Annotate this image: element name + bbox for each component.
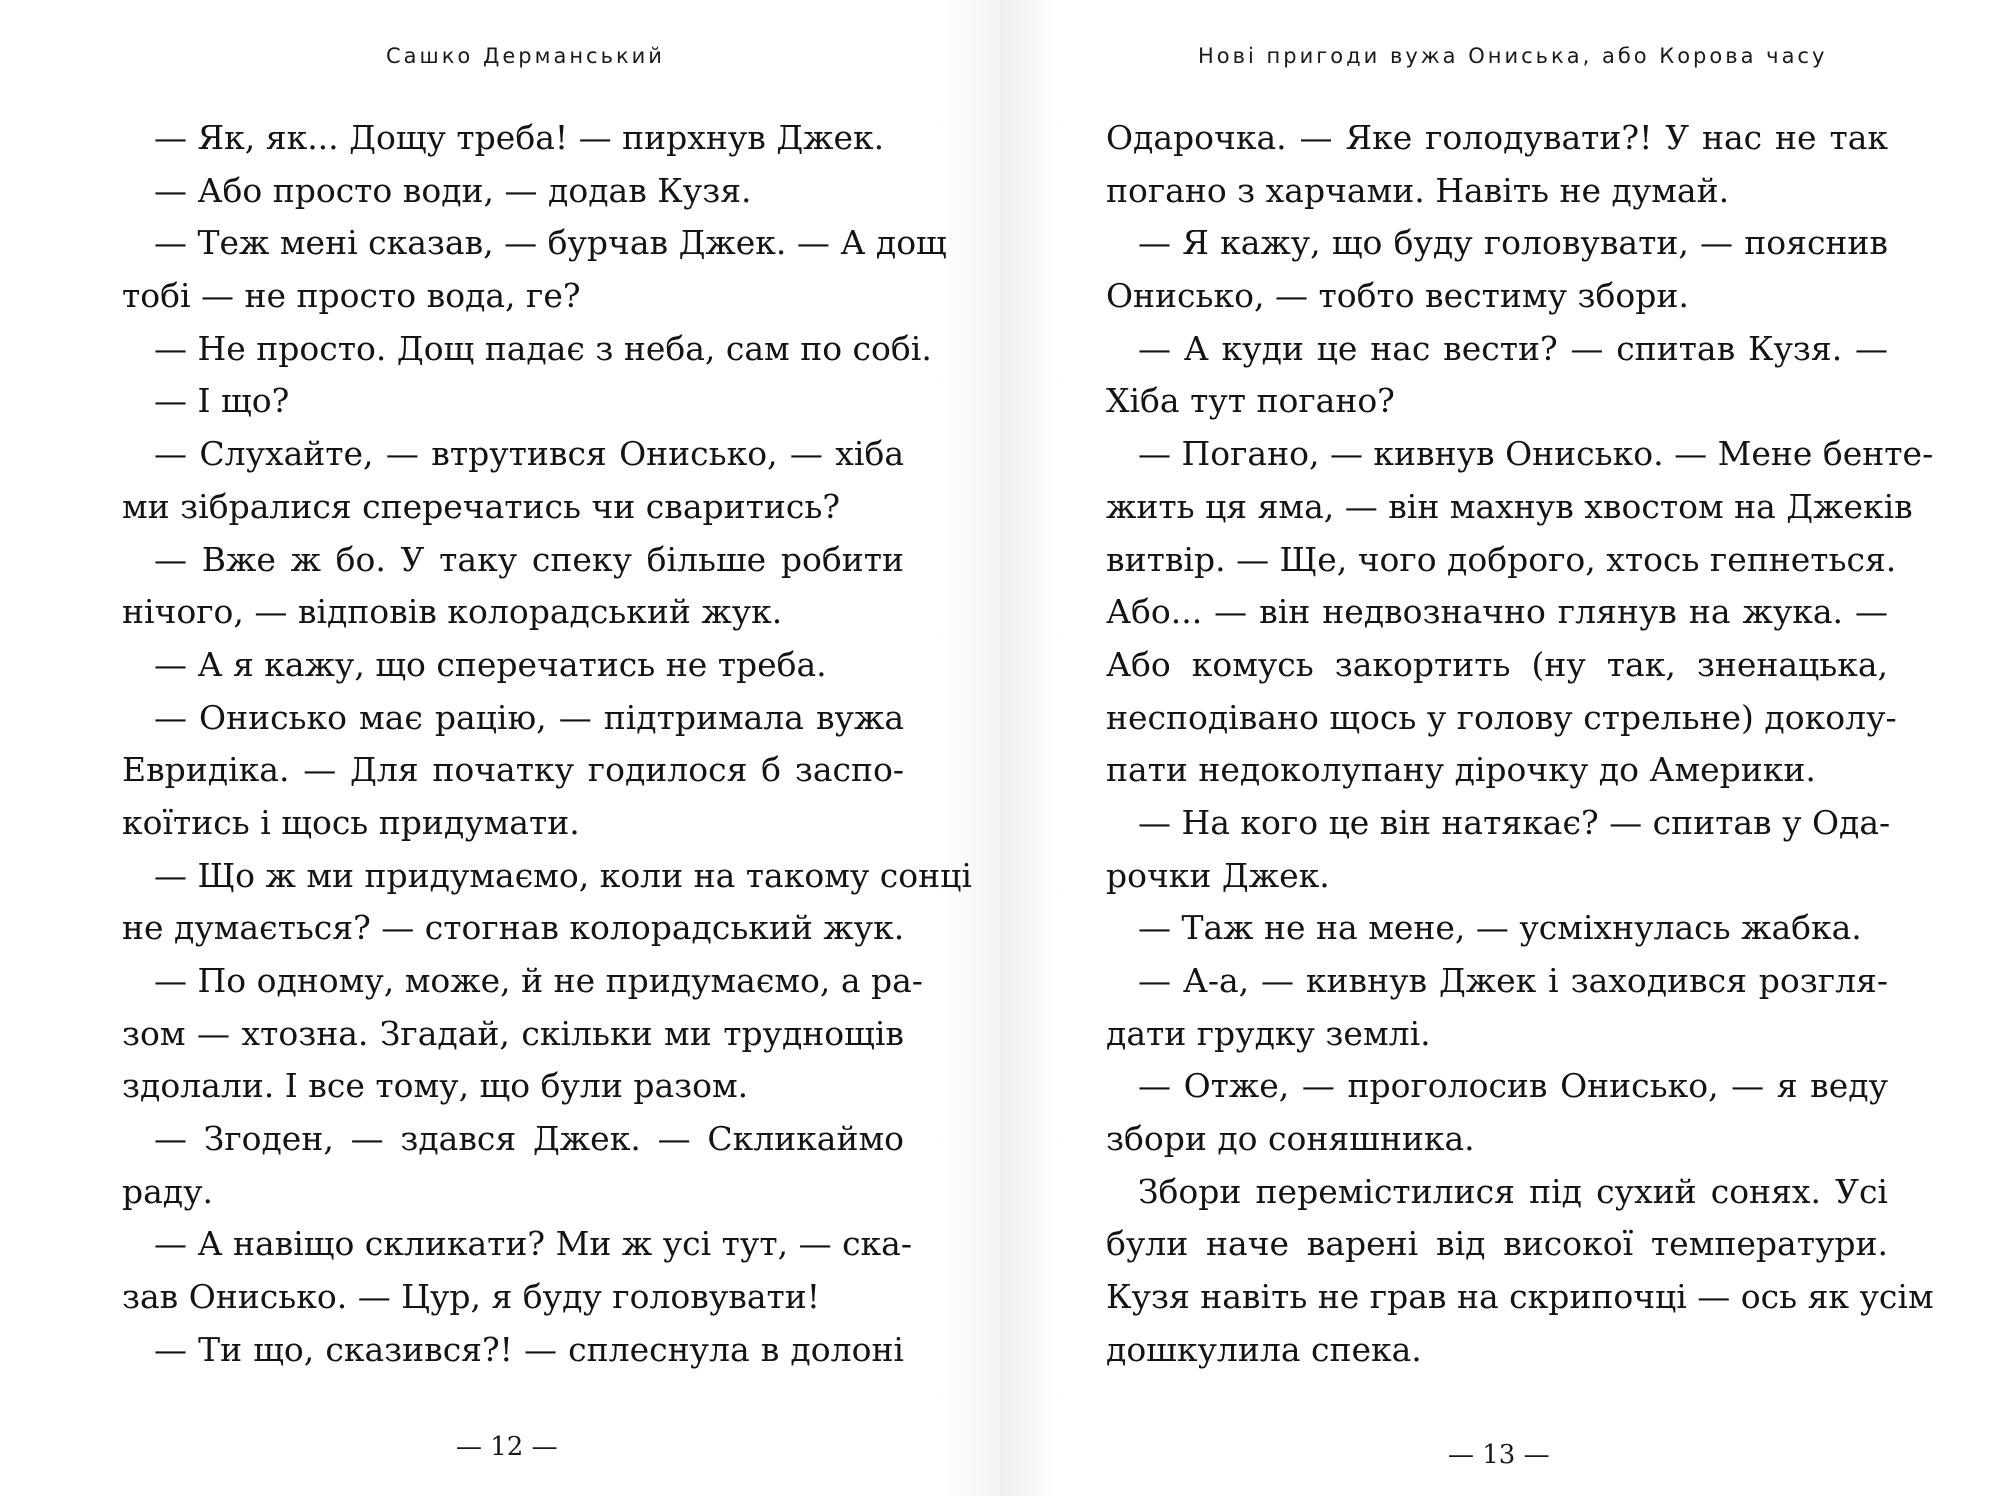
text-line: Хіба тут погано?: [1106, 381, 1395, 421]
text-line: Кузя навіть не грав на скрипочці — ось як усім: [1106, 1277, 1934, 1317]
text-line: Збори перемістилися під сухий сонях. Усі: [1138, 1171, 1888, 1211]
text-line: — Або просто води, — додав Кузя.: [154, 170, 752, 210]
text-line: — А-а, — кивнув Джек і заходився розгля-: [1138, 961, 1888, 1000]
text-line: здолали. І все тому, що були разом.: [122, 1066, 749, 1106]
text-line: пати недоколупану дірочку до Америки.: [1106, 750, 1816, 790]
text-line: дати грудку землі.: [1106, 1013, 1431, 1053]
text-line: жить ця яма, — він махнув хвостом на Джеків: [1106, 486, 1913, 526]
text-line: тобі — не просто вода, ге?: [122, 276, 581, 316]
text-line: — А я кажу, що сперечатись не треба.: [154, 644, 827, 684]
text-line: — Не просто. Дощ падає з неба, сам по собі.: [154, 328, 932, 368]
text-line: дошкулила спека.: [1106, 1329, 1422, 1369]
text-line: не думається? — стогнав колорадський жук.: [122, 908, 905, 948]
text-line: витвір. — Ще, чого доброго, хтось гепнеться.: [1106, 539, 1897, 579]
text-line: — Згоден, — здався Джек. — Скликаймо: [154, 1119, 904, 1159]
text-line: — Теж мені сказав, — бурчав Джек. — А дощ: [154, 223, 947, 263]
text-line: — Вже ж бо. У таку спеку більше робити: [154, 539, 904, 579]
text-line: — Отже, — проголосив Онисько, — я веду: [1138, 1066, 1888, 1106]
text-line: збори до соняшника.: [1106, 1119, 1475, 1159]
text-line: ми зібралися сперечатись чи сваритись?: [122, 486, 841, 526]
text-line: — Таж не на мене, — усміхнулась жабка.: [1138, 908, 1862, 948]
text-line: — І що?: [154, 381, 290, 421]
text-line: — Ти що, сказився?! — сплеснула в долоні: [154, 1329, 904, 1369]
text-line: були наче варені від високої температури.: [1106, 1224, 1888, 1264]
text-line: Евридіка. — Для початку годилося б заспо-: [122, 750, 904, 790]
text-line: — Онисько має рацію, — підтримала вужа: [154, 697, 904, 737]
left-running-head: Сашко Дерманський: [386, 44, 665, 68]
right-text-block: [1106, 112, 1934, 1377]
right-page: [1000, 0, 2000, 1496]
text-line: — По одному, може, й не придумаємо, а ра-: [154, 961, 923, 1000]
right-page-number: — 13 —: [1448, 1440, 1550, 1470]
text-line: погано з харчами. Навіть не думай.: [1106, 170, 1730, 210]
text-line: — Я кажу, що буду головувати, — пояснив: [1138, 223, 1888, 263]
text-line: — Що ж ми придумаємо, коли на такому сонці: [154, 855, 972, 895]
text-line: Одарочка. — Яке голодувати?! У нас не так: [1106, 118, 1888, 157]
text-line: — Слухайте, — втрутився Онисько, — хіба: [154, 434, 904, 474]
right-running-head: Нові пригоди вужа Ониська, або Корова часу: [1198, 44, 1828, 68]
text-line: зав Онисько. — Цур, я буду головувати!: [122, 1277, 821, 1317]
text-line: Або комусь закортить (ну так, зненацька,: [1106, 644, 1888, 684]
text-line: несподівано щось у голову стрельне) доколу-: [1106, 697, 1897, 737]
text-line: зом — хтозна. Згадай, скільки ми труднощів: [122, 1013, 904, 1053]
text-line: — А куди це нас вести? — спитав Кузя. —: [1138, 328, 1888, 368]
text-line: коїтись і щось придумати.: [122, 802, 580, 842]
text-line: нічого, — відповів колорадський жук.: [122, 592, 783, 632]
left-text-block: [122, 112, 972, 1377]
text-line: Або... — він недвозначно глянув на жука. —: [1106, 592, 1888, 632]
text-line: — Як, як... Дощу треба! — пирхнув Джек.: [154, 118, 885, 157]
text-line: рочки Джек.: [1106, 855, 1330, 895]
text-line: раду.: [122, 1171, 214, 1211]
text-line: Онисько, — тобто вестиму збори.: [1106, 276, 1689, 316]
text-line: — Погано, — кивнув Онисько. — Мене бенте-: [1138, 434, 1934, 474]
left-page-number: — 12 —: [456, 1432, 558, 1462]
text-line: — А навіщо скликати? Ми ж усі тут, — ска-: [154, 1224, 913, 1264]
text-line: — На кого це він натякає? — спитав у Ода-: [1138, 802, 1891, 842]
